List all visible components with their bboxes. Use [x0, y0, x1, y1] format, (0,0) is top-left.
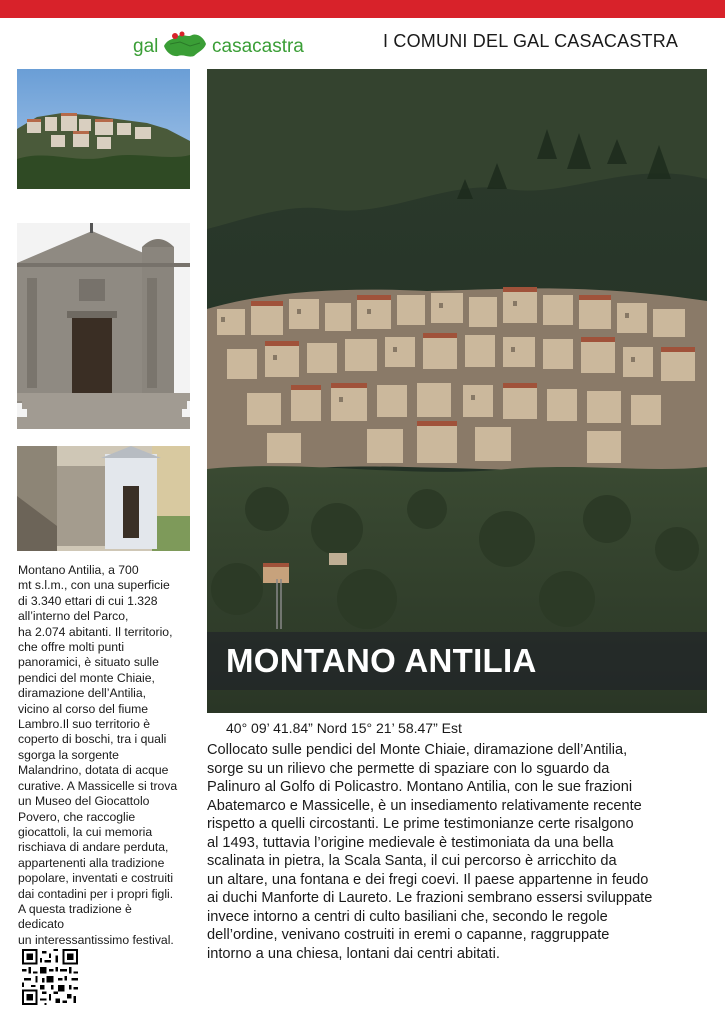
sidebar-description: Montano Antilia, a 700 mt s.l.m., con una superficie di 3.340 ettari di cui 1.328 all’interno del Parco, ha 2.074 abitanti. Il territorio, che offre molti punti panoramici, è situato sulle pendici del monte Chiaie, diramazione dell’Antilia, vicino al corso del fiume Lambro.Il suo territorio è coperto di boschi, tra i quali sgorga la sorgente Malandrino, dotata di acque curative. A Massicelle si trova un Museo del Giocattolo Povero, che raccoglie giocattoli, la cui memoria rischiava di andare perduta, appartenenti alla tradizione popolare, inventati e costruiti dai contadini per i propri figli. A questa tradizione è dedicato un interessantissimo festival. [18, 563, 178, 947]
page-title: MONTANO ANTILIA [226, 642, 537, 679]
main-description: Collocato sulle pendici del Monte Chiaie, diramazione dell’Antilia, sorge su un rilievo che permette di spaziare con lo sguardo da Palinuro al Golfo di Policastro. Montano Antilia, con le sue frazioni Abatemarco e Massicelle, è un insediamento relativamente recente rispetto a quelli circostanti. Le prime testimonianze certe risalgono al 1493, tuttavia l’origine medievale è testimoniata da una bella scalinata in pietra, la Scala Santa, il cui percorso è arricchito da un altare, una fontana e dei fregi coevi. Il paese appartenne in feudo ai duchi Manforte di Laureto. Le frazioni sembrano essersi sviluppate invece intorno a centri di culto basiliani che, secondo le regole dell’ordine, venivano costruiti in eremi o capanne, raggruppate intorno a una chiesa, lontani dai centri abitati. [207, 742, 653, 962]
series-title: I COMUNI DEL GAL CASACASTRA [383, 31, 679, 51]
town-panorama-photo [17, 69, 190, 189]
qr-code [22, 949, 78, 1005]
church-facade-photo [17, 223, 190, 429]
coordinates: 40° 09’ 41.84” Nord 15° 21’ 58.47” Est [226, 720, 462, 736]
montano-antilia-hero-photo [207, 69, 707, 713]
chapel-photo [17, 446, 190, 551]
top-red-bar [0, 0, 725, 18]
logo-map-icon [160, 30, 210, 60]
gal-casacastra-logo [130, 28, 304, 62]
logo-name-text: casacastra [212, 36, 304, 57]
logo-gal-text: gal [133, 36, 159, 57]
